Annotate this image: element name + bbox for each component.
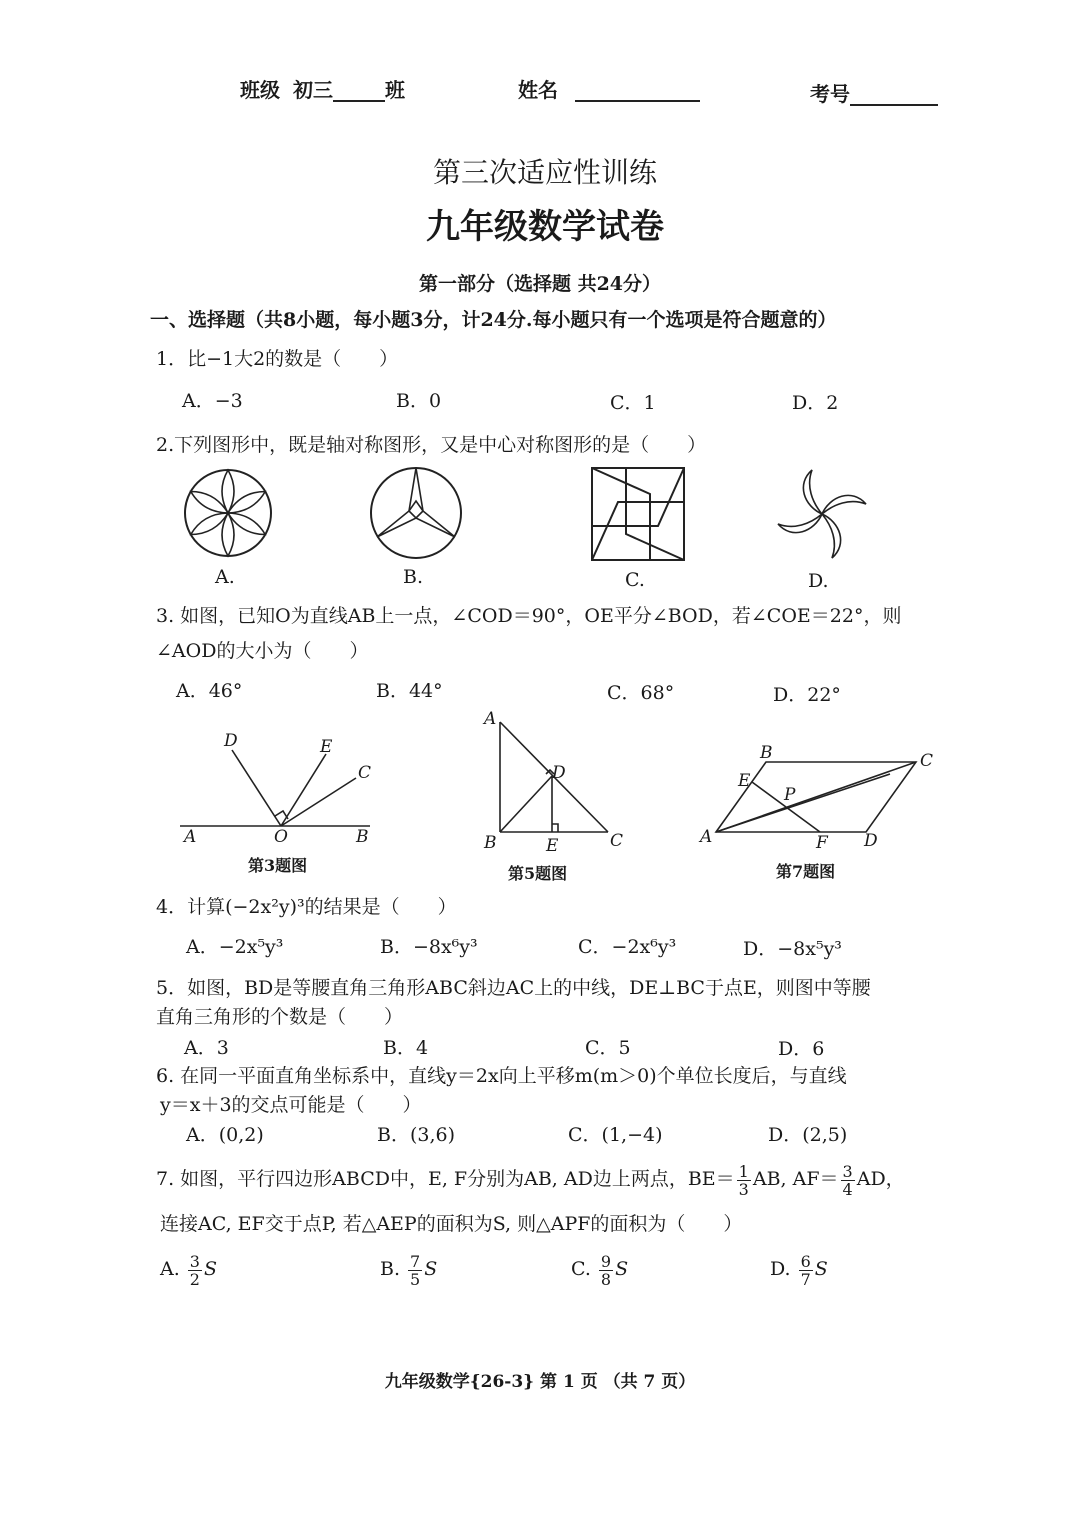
q3-stem-line1: 3. 如图，已知O为直线AB上一点，∠COD＝90°，OE平分∠BOD，若∠COE＝22°，则 xyxy=(156,605,902,627)
q5-option-b[interactable]: B．4 xyxy=(383,1037,429,1059)
fig5-point-a: A xyxy=(484,709,497,729)
q7-option-d-fraction: $\frac{6}{7}$ xyxy=(800,1251,811,1289)
q2-stem: 2.下列图形中，既是轴对称图形，又是中心对称图形的是（ ） xyxy=(156,434,707,456)
q2-label-c: C. xyxy=(625,569,645,591)
q7-stem-line2: 连接AC, EF交于点P, 若△AEP的面积为S, 则△APF的面积为（ ） xyxy=(160,1213,743,1235)
q2-label-b: B. xyxy=(403,566,424,588)
fig5-point-d: D xyxy=(552,763,566,783)
q7-option-b-fraction: $\frac{7}{5}$ xyxy=(410,1251,421,1289)
fig7-point-c: C xyxy=(920,751,934,771)
q7-option-a[interactable]: A. $\frac{3}{2}$ S xyxy=(160,1251,217,1289)
class-blank[interactable] xyxy=(333,100,385,102)
class-field xyxy=(240,78,405,102)
q5-stem-line2: 直角三角形的个数是（ ） xyxy=(156,1006,404,1028)
q6-stem-line2: y＝x＋3的交点可能是（ ） xyxy=(160,1094,422,1116)
fig7-point-f: F xyxy=(816,833,828,853)
q3-option-b[interactable]: B．44° xyxy=(376,680,443,702)
q4-option-a[interactable]: A．−2x⁵y³ xyxy=(186,936,284,958)
q2-label-d: D. xyxy=(808,570,829,592)
fig3-point-a: A xyxy=(184,827,197,847)
name-blank[interactable] xyxy=(575,100,700,102)
q5-option-c[interactable]: C．5 xyxy=(585,1037,631,1059)
fig5-point-e: E xyxy=(546,836,559,856)
q6-option-c[interactable]: C．(1,−4) xyxy=(568,1124,663,1146)
q3-option-d[interactable]: D．22° xyxy=(773,684,841,706)
figure-q5-triangle-diagram xyxy=(480,708,630,856)
page-footer: 九年级数学{26-3} 第 1 页 （共 7 页） xyxy=(384,1372,696,1392)
q2-figure-a-flower-icon[interactable] xyxy=(180,465,276,561)
fig5-point-c: C xyxy=(610,831,624,851)
q5-option-a[interactable]: A．3 xyxy=(184,1037,229,1059)
fig3-point-e: E xyxy=(320,737,333,757)
fig7-point-d: D xyxy=(864,831,878,851)
class-grade: 初三 xyxy=(292,78,333,102)
fig7-point-e: E xyxy=(738,771,751,791)
q6-option-a[interactable]: A．(0,2) xyxy=(186,1124,264,1146)
fig3-point-o: O xyxy=(274,827,288,847)
q7-stem-part1: 7. 如图，平行四边形ABCD中，E, F分别为AB, AD边上两点，BE＝ xyxy=(156,1168,735,1190)
q5-stem-line1: 5．如图，BD是等腰直角三角形ABC斜边AC上的中线，DE⊥BC于点E，则图中等腰 xyxy=(156,977,871,999)
q7-option-c-fraction: $\frac{9}{8}$ xyxy=(600,1251,612,1289)
figure-q3-angle-diagram xyxy=(180,730,380,850)
q1-option-c[interactable]: C．1 xyxy=(610,392,656,414)
q7-fraction-be: $\frac{1}{3}$ xyxy=(738,1161,749,1199)
fig7-point-p: P xyxy=(784,785,796,805)
q7-fraction-af: $\frac{3}{4}$ xyxy=(842,1161,853,1199)
subtitle: 第三次适应性训练 xyxy=(432,156,657,189)
page-title: 九年级数学试卷 xyxy=(426,207,664,247)
fig3-point-b: B xyxy=(356,827,369,847)
section-heading: 一、选择题（共8小题，每小题3分，计24分.每小题只有一个选项是符合题意的） xyxy=(150,309,837,331)
fig5-point-b: B xyxy=(484,833,497,853)
q1-option-d[interactable]: D．2 xyxy=(792,392,839,414)
q2-label-a: A. xyxy=(215,566,235,588)
exam-no-field xyxy=(810,82,938,106)
exam-no-label: 考号 xyxy=(810,82,850,106)
figure-q7-caption: 第7题图 xyxy=(776,862,836,881)
q7-stem-part3: AD， xyxy=(856,1168,905,1190)
exam-no-blank[interactable] xyxy=(850,104,938,106)
name-label: 姓名 xyxy=(518,78,558,102)
fig7-point-b: B xyxy=(760,743,773,763)
q6-option-d[interactable]: D．(2,5) xyxy=(768,1124,848,1146)
q1-stem: 1．比−1大2的数是（ ） xyxy=(156,348,399,370)
q7-stem-part2: AB, AF＝ xyxy=(752,1168,839,1190)
q1-option-a[interactable]: A．−3 xyxy=(182,390,243,412)
q7-option-d[interactable]: D. $\frac{6}{7}$ S xyxy=(770,1251,828,1289)
fig7-point-a: A xyxy=(700,827,713,847)
q7-stem-line1 xyxy=(156,1158,905,1200)
fig3-point-c: C xyxy=(358,763,372,783)
q7-option-c[interactable]: C. $\frac{9}{8}$ S xyxy=(571,1251,629,1289)
q7-option-b[interactable]: B. $\frac{7}{5}$ S xyxy=(380,1251,438,1289)
q2-figure-c-square-icon[interactable] xyxy=(590,466,686,562)
class-label: 班级 xyxy=(240,78,280,102)
q3-option-c[interactable]: C．68° xyxy=(607,682,675,704)
q3-stem-line2: ∠AOD的大小为（ ） xyxy=(156,640,369,662)
q2-figure-d-swirl-icon[interactable] xyxy=(774,466,870,562)
q2-figure-b-tri-star-icon[interactable] xyxy=(368,465,464,561)
q4-option-d[interactable]: D．−8x⁵y³ xyxy=(743,938,842,960)
q6-option-b[interactable]: B．(3,6) xyxy=(377,1124,456,1146)
q6-stem-line1: 6. 在同一平面直角坐标系中，直线y＝2x向上平移m(m＞0)个单位长度后，与直线 xyxy=(156,1065,847,1087)
name-field xyxy=(518,78,700,102)
figure-q7-parallelogram-diagram xyxy=(698,740,948,853)
figure-q5-caption: 第5题图 xyxy=(508,864,568,883)
q4-option-b[interactable]: B．−8x⁶y³ xyxy=(380,936,478,958)
q4-option-c[interactable]: C．−2x⁶y³ xyxy=(578,936,677,958)
q3-option-a[interactable]: A．46° xyxy=(176,680,243,702)
q4-stem: 4．计算(−2x²y)³的结果是（ ） xyxy=(156,896,457,918)
q5-option-d[interactable]: D．6 xyxy=(778,1038,825,1060)
q7-option-a-fraction: $\frac{3}{2}$ xyxy=(189,1251,200,1289)
part-heading: 第一部分（选择题 共24分） xyxy=(418,273,662,295)
class-suffix: 班 xyxy=(384,78,405,102)
q1-option-b[interactable]: B．0 xyxy=(396,390,442,412)
fig3-point-d: D xyxy=(224,731,238,751)
figure-q3-caption: 第3题图 xyxy=(248,856,308,875)
